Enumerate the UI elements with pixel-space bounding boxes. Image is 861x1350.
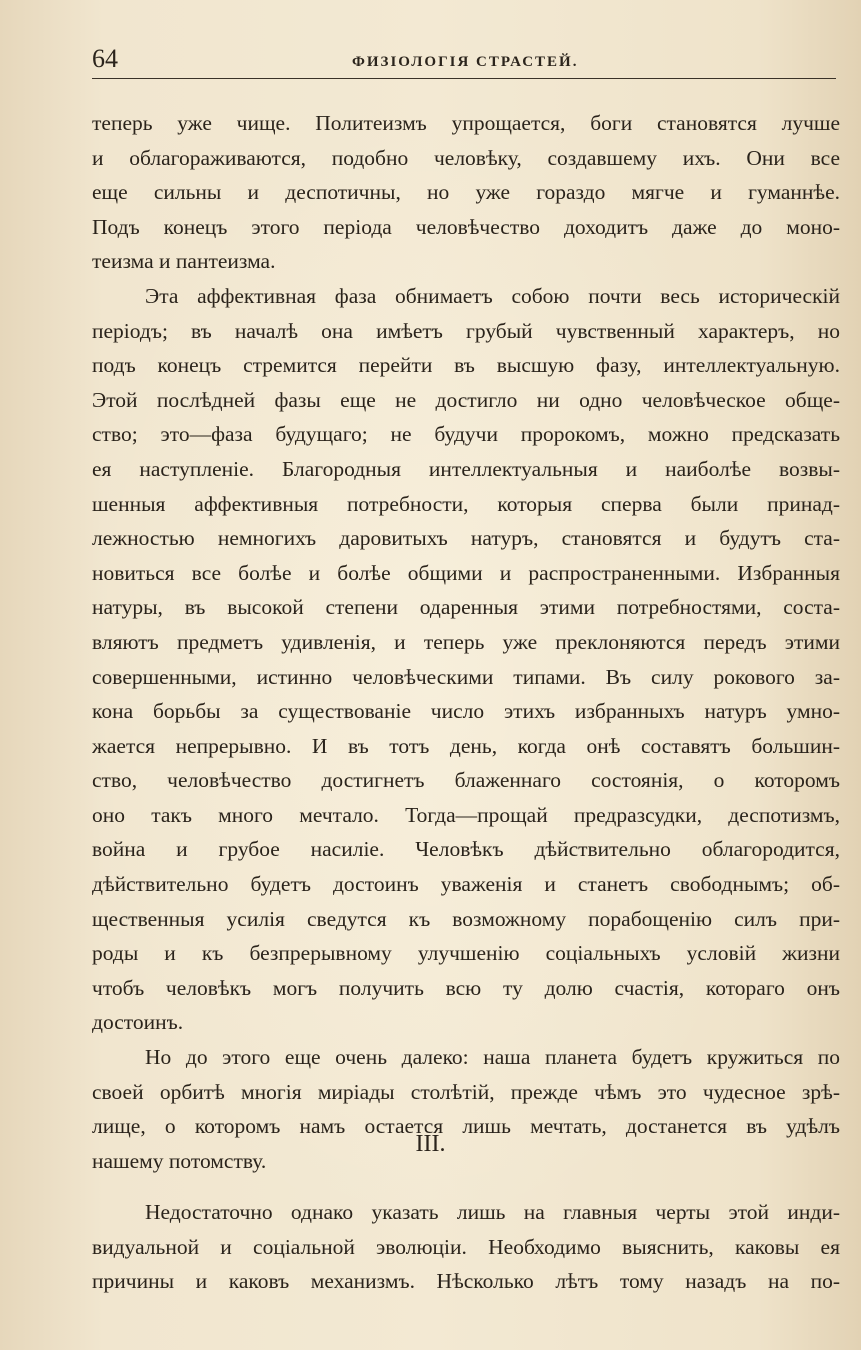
text-line: совершенными, истинно человѣческими типами. Въ силу рокового за- [92,664,840,689]
text-line: новиться все болѣе и болѣе общими и распространенными. Избранныя [92,560,840,585]
page-header [92,42,836,79]
text-line: оно такъ много мечтало. Тогда—прощай предразсудки, деспотизмъ, [92,802,840,827]
text-line: лежностью немногихъ даровитыхъ натуръ, становятся и будутъ ста- [92,526,840,551]
text-line: своей орбитѣ многія миріады столѣтій, прежде чѣмъ это чудесное зрѣ- [92,1079,840,1104]
running-title: ФИЗІОЛОГІЯ СТРАСТЕЙ. [352,54,579,70]
text-line: нашему потомству. [92,1148,267,1173]
text-line: лище, о которомъ намъ остается лишь мечтать, достанется въ удѣлъ [92,1114,840,1139]
text-line: Этой послѣдней фазы еще не достигло ни одно человѣческое обще- [92,387,840,412]
text-line: ство; это—фаза будущаго; не будучи пророкомъ, можно предсказать [92,422,840,447]
text-line: Но до этого еще очень далеко: наша планета будетъ кружиться по [145,1045,840,1070]
text-line: періодъ; въ началѣ она имѣетъ грубый чувственный характеръ, но [92,318,840,343]
text-line: Подъ конецъ этого періода человѣчество доходитъ даже до моно- [92,214,840,239]
text-line: роды и къ безпрерывному улучшенію соціальныхъ условій жизни [92,941,840,966]
text-line: кона борьбы за существованіе число этихъ избранныхъ натуръ умно- [92,699,840,724]
text-line: Недостаточно однако указать лишь на главныя черты этой инди- [145,1200,840,1224]
text-line: видуальной и соціальной эволюціи. Необходимо выяснить, каковы ея [92,1234,840,1259]
page-number: 64 [92,44,118,73]
text-line: Эта аффективная фаза обнимаетъ собою почти весь историческій [145,283,840,308]
text-line: достоинъ. [92,1010,184,1035]
text-line: причины и каковъ механизмъ. Нѣсколько лѣтъ тому назадъ на по- [92,1269,840,1294]
text-line: ея наступленіе. Благородныя интеллектуальныя и наиболѣе возвы- [92,456,840,481]
section-body-text [92,1195,840,1299]
text-line: подъ конецъ стремится перейти въ высшую фазу, интеллектуальную. [92,353,840,378]
text-line: щественныя усилія сведутся къ возможному порабощенію силъ при- [92,906,840,931]
text-line: дѣйствительно будетъ достоинъ уваженія и станетъ свободнымъ; об- [92,872,840,897]
text-line: чтобъ человѣкъ могъ получить всю ту долю счастія, котораго онъ [92,975,840,1000]
text-line: ство, человѣчество достигнетъ блаженнаго состоянія, о которомъ [92,768,840,793]
body-text [92,106,840,1178]
text-line: натуры, въ высокой степени одаренныя этими потребностями, соста- [92,595,840,620]
text-line: и облагораживаются, подобно человѣку, создавшему ихъ. Они все [92,145,840,170]
text-line: теперь уже чище. Политеизмъ упрощается, боги становятся лучше [92,111,840,135]
text-line: теизма и пантеизма. [92,249,276,274]
section-heading: III. [415,1131,446,1157]
text-line: вляютъ предметъ удивленія, и теперь уже преклоняются передъ этими [92,629,840,654]
text-line: еще сильны и деспотичны, но уже гораздо мягче и гуманнѣе. [92,180,840,205]
text-line: жается непрерывно. И въ тотъ день, когда онѣ составятъ большин- [92,733,840,758]
text-line: шенныя аффективныя потребности, которыя сперва были принад- [92,491,840,516]
text-line: война и грубое насиліе. Человѣкъ дѣйствительно облагородится, [92,837,840,862]
